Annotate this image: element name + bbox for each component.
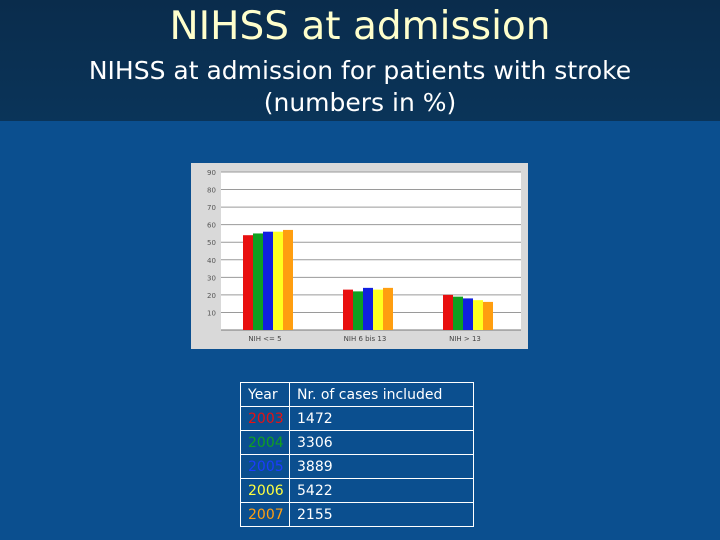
slide-title: NIHSS at admission xyxy=(169,4,551,49)
table-row xyxy=(241,407,474,431)
title-banner xyxy=(0,0,720,121)
bar xyxy=(473,300,483,330)
y-tick-label: 70 xyxy=(207,204,216,213)
cases-cell: 5422 xyxy=(290,479,474,503)
bar xyxy=(343,290,353,330)
slide-subtitle xyxy=(60,55,660,119)
subtitle-line-2: (numbers in %) xyxy=(263,88,457,117)
table-row xyxy=(241,503,474,527)
year-cell: 2003 xyxy=(241,407,290,431)
bar xyxy=(363,288,373,330)
bar xyxy=(283,230,293,330)
bar xyxy=(453,297,463,330)
bar xyxy=(243,235,253,330)
cases-cell: 2155 xyxy=(290,503,474,527)
bar xyxy=(373,290,383,330)
table-row xyxy=(241,455,474,479)
year-cell: 2007 xyxy=(241,503,290,527)
bar xyxy=(383,288,393,330)
bar xyxy=(253,233,263,330)
table-row xyxy=(241,431,474,455)
x-tick-label: NIH <= 5 xyxy=(248,335,282,343)
table-header-row xyxy=(241,383,474,407)
y-tick-label: 40 xyxy=(207,256,216,265)
bar xyxy=(443,295,453,330)
header-year: Year xyxy=(241,383,290,407)
y-tick-label: 20 xyxy=(207,291,216,300)
year-cell: 2004 xyxy=(241,431,290,455)
cases-table xyxy=(240,382,474,527)
cases-cell: 3889 xyxy=(290,455,474,479)
bar xyxy=(463,298,473,330)
y-tick-label: 90 xyxy=(207,169,216,177)
header-cases: Nr. of cases included xyxy=(290,383,474,407)
bar-chart xyxy=(191,163,528,349)
bar xyxy=(263,232,273,330)
cases-cell: 1472 xyxy=(290,407,474,431)
y-tick-label: 30 xyxy=(207,274,216,283)
table-row xyxy=(241,479,474,503)
bar xyxy=(353,291,363,330)
y-tick-label: 80 xyxy=(207,186,216,195)
bar-chart-svg xyxy=(191,163,528,349)
subtitle-line-1: NIHSS at admission for patients with stroke xyxy=(88,56,632,85)
y-tick-label: 50 xyxy=(207,239,216,248)
x-tick-label: NIH 6 bis 13 xyxy=(343,335,387,343)
cases-cell: 3306 xyxy=(290,431,474,455)
year-cell: 2005 xyxy=(241,455,290,479)
y-tick-label: 60 xyxy=(207,221,216,230)
year-cell: 2006 xyxy=(241,479,290,503)
bar xyxy=(273,232,283,330)
x-tick-label: NIH > 13 xyxy=(449,335,481,343)
y-tick-label: 10 xyxy=(207,309,216,318)
bar xyxy=(483,302,493,330)
